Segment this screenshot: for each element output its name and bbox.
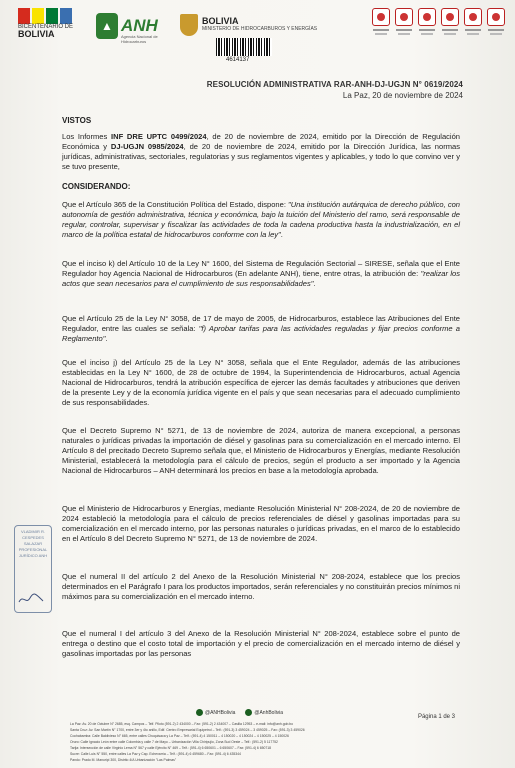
text-run: . — [105, 333, 108, 343]
certification-seal-icon — [464, 8, 482, 38]
ministry-name: MINISTERIO DE HIDROCARBUROS Y ENERGÍAS — [202, 26, 318, 32]
resolution-title: RESOLUCIÓN ADMINISTRATIVA RAR-ANH-DJ-UGJN N° 0619/2024 — [206, 80, 463, 89]
official-stamp: VLADIMIR R. CESPEDES SALAZAR PROFESIONAL JURÍDICO ANH — [14, 525, 52, 613]
text-run: Los Informes — [62, 132, 112, 141]
bicentenario-text: BICENTENARIO DE — [18, 24, 74, 30]
social-links — [196, 709, 283, 716]
text-run: Que el inciso k) del Artículo 10 de la Ley N° 1600, del Sistema de Regulación Sectorial – SIRESE, señala que el Ente Regulador hoy Agencia Nacional de Hidrocarburos (En adelante ANH), tiene, entre otras, la atribución de: — [62, 259, 460, 278]
text-run: . — [313, 278, 316, 288]
anh-subtitle: Agencia Nacional de Hidrocarburos — [121, 34, 158, 44]
footer-address-line: Cochabamba: Calle Baldivieso N° 665, entre calles Chuquisaca y La Paz – Telf.: (591-4) 4 150011 – 4 150020 – 4 150024 – 4 150025 – 4 150026 — [70, 734, 289, 738]
ministry-bolivia-text: BOLIVIA — [202, 16, 239, 26]
text-run: , de 20 de noviembre de 2024, emitido por la Dirección Jurídica, las normas jurídicas, administrativas, sectoriales, regulatorias y sus reglamentos vigentes y aplicables, y todo lo que convino ver y se tuvo presente, — [62, 141, 460, 171]
footer-address-line: La Paz: Av. 20 de Octubre N° 2685, esq. Campos – Telf. Piloto (591-2) 2 434000 – Fax: (591-2) 2 434007 – Casilla 12953 – e-mail: info@anh.gob.bo — [70, 722, 294, 726]
bicentenario-logo — [18, 8, 88, 44]
anh-text: ANH — [121, 16, 158, 35]
bolivia-text: BOLIVIA — [18, 29, 55, 39]
paragraph-rm-208: Que el Ministerio de Hidrocarburos y Energías, mediante Resolución Ministerial N° 208-2024, de 20 de noviembre de 2024 estableció la metodología para el cálculo de precios referenciales de diésel y gasolinas importadas para su comercialización en el mercado interno, por las personas naturales o jurídicas privadas, en el marco de lo establecido en el Artículo 8 del Decreto Supremo N° 5271, de 13 de noviembre de 2024. — [62, 504, 460, 543]
paragraph-numeral-i: Que el numeral I del artículo 3 del Anexo de la Resolución Ministerial N° 208-2024, establece sobre el punto de entrega o destino que el costo total de importación y el precio de comercialización en el mercado interno de diésel y gasolinas importadas por las personas — [62, 629, 460, 658]
barcode-number: 4614137 — [226, 57, 250, 63]
bold-run: INF DRE UPTC 0499/2024 — [111, 132, 207, 141]
considerando-heading: CONSIDERANDO: — [62, 182, 131, 191]
barcode — [216, 38, 272, 56]
signature — [18, 592, 44, 606]
resolution-date: La Paz, 20 de noviembre de 2024 — [342, 91, 463, 100]
text-run: Que el Artículo 25 de la Ley N° 3058, de 17 de mayo de 2005, de Hidrocarburos, establece las Atribuciones del Ente Regulador, entre las cuales se señala: — [62, 314, 460, 333]
paragraph-art-365 — [62, 200, 460, 240]
footer-address-line: Sucre: Calle Luis N° 550, entre calles La Paz y Cap. Echevarría – Telf.: (591-4) 6 459680 – Fax: (591-4) 6 435344 — [70, 752, 241, 756]
coat-of-arms-icon — [180, 14, 198, 36]
text-run: Que el Artículo 365 de la Constitución Política del Estado, dispone: — [62, 200, 289, 209]
certification-seal-icon — [418, 8, 436, 38]
social-handle: @ANHBolivia — [205, 709, 236, 716]
social-handle: @AnhBolivia — [254, 709, 284, 716]
flag-bars — [18, 8, 72, 24]
footer-address-line: Tarija: Intersección de calle Virginio Lema N° 567 y calle Ejército N° 469 – Telf.: (591-4) 6 650601 – 6 650607 – Fax: (591-4) 6 650718 — [70, 746, 272, 750]
paragraph-ley-3058 — [62, 314, 460, 344]
anh-logo — [96, 8, 174, 44]
social-facebook[interactable] — [196, 709, 235, 716]
page-number: Página 1 de 3 — [417, 714, 455, 720]
social-twitter[interactable] — [245, 709, 283, 716]
certification-seal-icon — [395, 8, 413, 38]
ministry-logo — [180, 10, 320, 40]
paragraph-numeral-ii: Que el numeral II del artículo 2 del Anexo de la Resolución Ministerial N° 208-2024, establece que los precios determinados en el Parágrafo I para los productos importados, serán referenciales y no constituirán precios mínimos ni máximos para su comercialización en el mercado interno. — [62, 572, 460, 601]
italic-quote: "f) Aprobar tarifas para las actividades reguladas y fijar precios conforme a Reglamento" — [62, 323, 460, 343]
anh-emblem-icon: ▲ — [96, 13, 118, 39]
text-run: . — [280, 229, 283, 239]
vistos-heading: VISTOS — [62, 116, 92, 125]
certification-seals — [372, 8, 505, 38]
footer-address-line: Pando: Prado M. Manuripi 300, Distrito 4/A Urbanización "Las Palmas" — [70, 758, 177, 762]
footer-address-line: Oruro: Calle Ignacio León entre calle Colombia y calle 7 de Mayo – Urbanización Villa Chiripujio, Zona Sud Oeste – Telf.: (591-2) 5 117752 — [70, 740, 278, 744]
footer-address-line: Santa Cruz: Av. San Martín N° 1700, entre 3er y 4to anillo, Edif. Centro Empresarial Equipetrol – Telf.: (591-3) 3 459024 – 3 459025 – Fax: (591-3) 3 459026 — [70, 728, 305, 732]
certification-seal-icon — [441, 8, 459, 38]
paragraph-decreto-5271: Que el Decreto Supremo N° 5271, de 13 de noviembre de 2024, autoriza de manera excepcional, a personas naturales o jurídicas privadas la importación de diésel y gasolinas para su comercialización en el mercado interno. El Artículo 8 del precitado Decreto Supremo señala que, el Ministerio de Hidrocarburos y Energías, mediante Resolución Ministerial, establecerá la metodología para el cálculo de precios, según el producto a ser importado y la Agencia Nacional de Hidrocarburos – ANH determinará los precios en base a la metodología aprobada. — [62, 426, 460, 475]
certification-seal-icon — [487, 8, 505, 38]
vistos-paragraph — [62, 132, 460, 172]
certification-seal-icon — [372, 8, 390, 38]
facebook-icon — [196, 709, 203, 716]
twitter-icon — [245, 709, 252, 716]
italic-quote: "Una institución autárquica de derecho público, con autonomía de gestión administrativa, técnica y económica, bajo la tuición del Ministerio del ramo, será responsable de regular, controlar, supervisar y fiscalizar las actividades de toda la cadena productiva hasta la industrialización, en el marco de la política estatal de hidrocarburos conforme con la ley" — [62, 200, 460, 239]
paragraph-ley-1600 — [62, 259, 460, 289]
bold-run: DJ-UGJN 0985/2024 — [110, 141, 184, 151]
text-run: , de 20 de noviembre de 2024, emitido por la Dirección de Regulación Económica y — [62, 132, 460, 151]
paragraph-inciso-j: Que el inciso j) del Artículo 25 de la Ley N° 3058, señala que el Ente Regulador, además de las atribuciones establecidas en la Ley N° 1600, de 28 de octubre de 1994, la Superintendencia de Hidrocarburos, actual Agencia Nacional de Hidrocarburos, tendrá la atribución específica de ejercer las demás facultades y atribuciones que deriven de la presente Ley y de la economía jurídica vigente en el país y que sean necesarias para el adecuado cumplimiento de sus responsabilidades. — [62, 358, 460, 407]
italic-quote: "realizar los actos que sean necesarios para el cumplimiento de sus responsabilidades" — [62, 268, 460, 288]
